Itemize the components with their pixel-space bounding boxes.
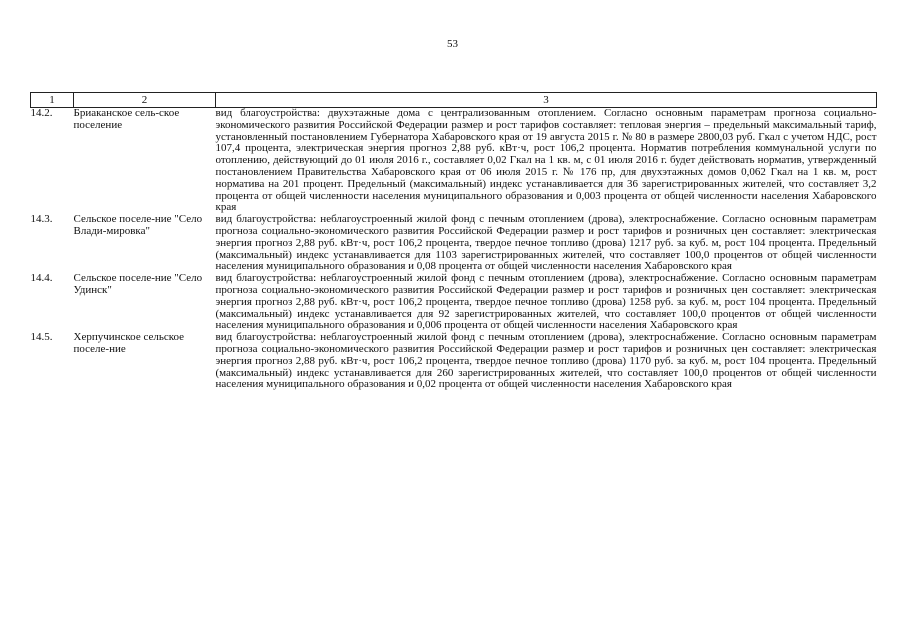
row-number: 14.2. [30, 107, 53, 119]
row-number: 14.3. [30, 213, 53, 226]
column-header-2: 2 [74, 93, 216, 108]
settlement-description: вид благоустройства: неблагоустроенный жилой фонд с печным отоплением (дрова), электроснабжение. Согласно основным параметрам прогноза социально-экономического развития Российской Федерации размер и рост тарифов и розничных цен составляет: электрическая энергия прогноз 2,88 руб. кВт·ч, рост 106,2 процента, твердое печное топливо (дрова) 1170 руб. за куб. м, рост 104 процента. Предельный (максимальный) индекс устанавливается для 260 зарегистрированных жителей, что составляет 100,0 процентов от общей численности населения муниципального образования и 0,02 процента от общей численности населения Хабаровского края [215, 331, 877, 391]
settlement-description: вид благоустройства: двухэтажные дома с централизованным отоплением. Согласно основным параметрам прогноза социально-экономического развития Российской Федерации размер и рост тарифов составляет: тепловая энергия – предельный максимальный тариф, установленный постановлением Губернатора Хабаровского края от 19 августа 2015 г. № 80 в размере 2800,03 руб. Гкал с учетом НДС, рост 107,4 процента, электрическая энергия прогноз 2,88 руб. кВт·ч, рост 106,2 процента. Норматив потребления коммунальной услуги по отоплению, действующий до 01 июля 2016 г., составляет 0,02 Гкал на 1 кв. м, с 01 июля 2016 г. будет действовать норматив, утвержденный постановлением Правительства Хабаровского края от 06 июля 2015 г. № 176 пр, для двухэтажных домов 0,062 Гкал на 1 кв. м, рост норматива на 201 процент. Предельный (максимальный) индекс устанавливается для 36 зарегистрированных жителей, что составляет 3,2 процента от общей численности населения муниципального образования и 0,003 процента от общей численности населения Хабаровского края [215, 107, 877, 214]
table-row [31, 273, 877, 332]
settlement-description: вид благоустройства: неблагоустроенный жилой фонд с печным отоплением (дрова), электроснабжение. Согласно основным параметрам прогноза социально-экономического развития Российской Федерации размер и рост тарифов и розничных цен составляет: электрическая энергия прогноз 2,88 руб. кВт·ч, рост 106,2 процента, твердое печное топливо (дрова) 1217 руб. за куб. м, рост 104 процента. Предельный (максимальный) индекс устанавливается для 1103 зарегистрированных жителей, что составляет 100,0 процентов от общей численности населения муниципального образования и 0,08 процента от общей численности населения Хабаровского края [215, 213, 877, 273]
row-number: 14.4. [30, 272, 53, 285]
table-row [31, 108, 877, 215]
settlement-name: Сельское поселе-ние "Село Удинск" [73, 272, 203, 296]
table-header-row [31, 93, 877, 108]
table-row [31, 332, 877, 391]
settlement-name: Херпучинское сельское поселе-ние [73, 331, 185, 355]
column-header-1: 1 [31, 93, 74, 108]
settlement-name: Сельское поселе-ние "Село Влади-мировка" [73, 213, 203, 237]
tariff-table [30, 92, 877, 391]
table-row [31, 214, 877, 273]
page-number: 53 [447, 38, 458, 50]
settlement-name: Бриаканское сель-ское поселение [73, 107, 180, 131]
row-number: 14.5. [30, 331, 53, 344]
column-header-3: 3 [216, 93, 877, 108]
settlement-description: вид благоустройства: неблагоустроенный жилой фонд с печным отоплением (дрова), электроснабжение. Согласно основным параметрам прогноза социально-экономического развития Российской Федерации размер и рост тарифов и розничных цен составляет: электрическая энергия прогноз 2,88 руб. кВт·ч, рост 106,2 процента, твердое печное топливо (дрова) 1258 руб. за куб. м, рост 104 процента. Предельный (максимальный) индекс устанавливается для 92 зарегистрированных жителей, что составляет 100,0 процентов от общей численности населения муниципального образования и 0,006 процента от общей численности населения Хабаровского края [215, 272, 877, 332]
